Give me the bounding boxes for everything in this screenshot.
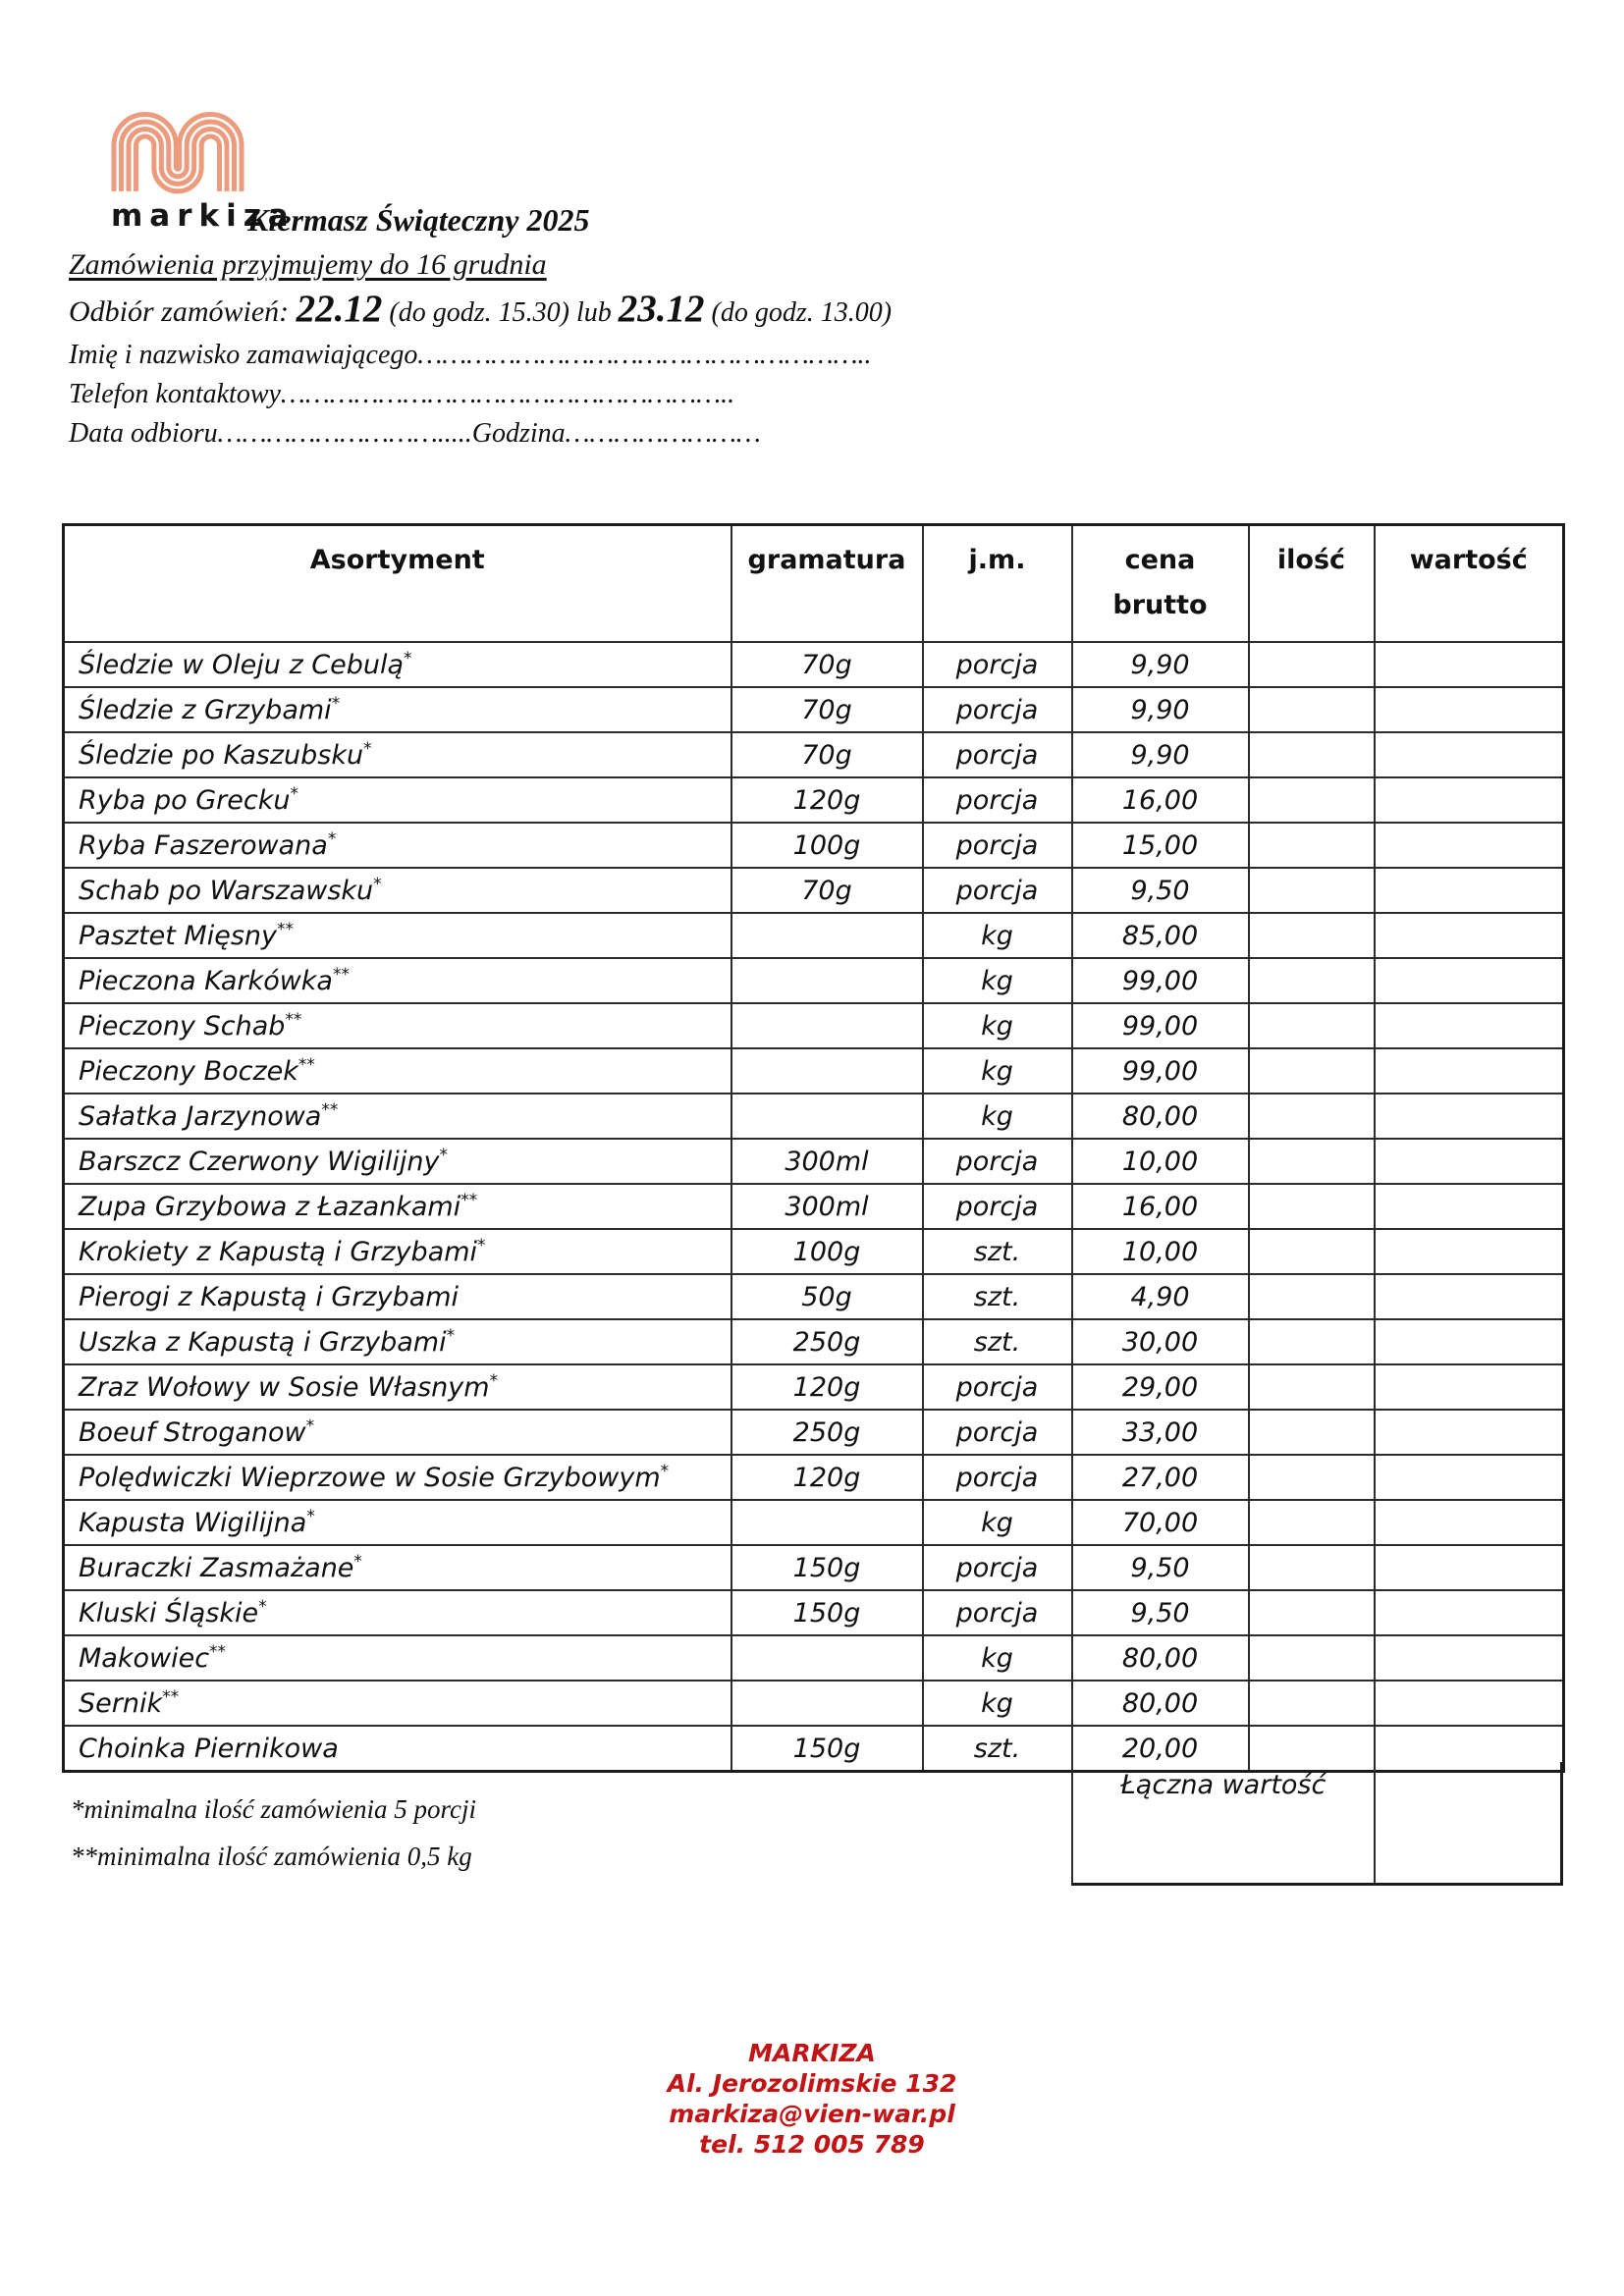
item-name-cell xyxy=(64,868,731,913)
item-quantity-cell xyxy=(1249,1048,1375,1094)
item-gramatura-cell: 250g xyxy=(731,1319,923,1364)
item-value-cell xyxy=(1375,1094,1564,1139)
item-price-cell: 33,00 xyxy=(1072,1410,1249,1455)
item-gramatura-cell xyxy=(731,1048,923,1094)
footnote-mark: ** xyxy=(285,1009,302,1030)
item-quantity-cell xyxy=(1249,732,1375,777)
item-price-cell: 9,90 xyxy=(1072,732,1249,777)
footnote-double-star: **minimalna ilość zamówienia 0,5 kg xyxy=(71,1842,472,1871)
footnote-mark: * xyxy=(258,1596,267,1617)
footnote-mark: ** xyxy=(277,919,294,939)
footnote-mark: * xyxy=(290,783,298,804)
item-unit-cell: kg xyxy=(923,1681,1072,1726)
item-name-cell xyxy=(64,687,731,732)
item-quantity-cell xyxy=(1249,1184,1375,1229)
item-price-cell: 16,00 xyxy=(1072,1184,1249,1229)
item-gramatura-cell xyxy=(731,1003,923,1048)
order-table xyxy=(62,523,1565,1773)
item-price-cell: 99,00 xyxy=(1072,1003,1249,1048)
item-name: Choinka Piernikowa xyxy=(79,1733,339,1764)
item-quantity-cell xyxy=(1249,913,1375,958)
item-unit-cell: porcja xyxy=(923,868,1072,913)
item-name-cell xyxy=(64,1229,731,1274)
order-table-body xyxy=(64,642,1564,1772)
table-row xyxy=(64,1410,1564,1455)
item-name-cell xyxy=(64,1545,731,1590)
item-gramatura-cell xyxy=(731,1094,923,1139)
item-gramatura-cell: 70g xyxy=(731,642,923,687)
item-name: Buraczki Zasmażane xyxy=(79,1552,354,1583)
markiza-m-logo-icon xyxy=(104,106,251,196)
item-value-cell xyxy=(1375,1410,1564,1455)
item-value-cell xyxy=(1375,1455,1564,1500)
item-unit-cell: kg xyxy=(923,958,1072,1003)
item-gramatura-cell: 300ml xyxy=(731,1139,923,1184)
item-unit-cell: kg xyxy=(923,1094,1072,1139)
item-name-cell xyxy=(64,913,731,958)
item-quantity-cell xyxy=(1249,1500,1375,1545)
item-name-cell xyxy=(64,823,731,868)
table-row xyxy=(64,1094,1564,1139)
item-price-cell: 80,00 xyxy=(1072,1094,1249,1139)
item-name: Pieczona Karkówka xyxy=(79,965,333,996)
footnote-mark: * xyxy=(331,693,341,714)
footer-company: MARKIZA xyxy=(748,2039,876,2067)
table-row xyxy=(64,1048,1564,1094)
item-name-cell xyxy=(64,1410,731,1455)
item-gramatura-cell: 150g xyxy=(731,1726,923,1772)
item-price-cell: 85,00 xyxy=(1072,913,1249,958)
item-price-cell: 30,00 xyxy=(1072,1319,1249,1364)
item-value-cell xyxy=(1375,1545,1564,1590)
item-value-cell xyxy=(1375,1364,1564,1410)
footnote-single-star: *minimalna ilość zamówienia 5 porcji xyxy=(71,1794,476,1824)
item-price-cell: 16,00 xyxy=(1072,777,1249,823)
item-gramatura-cell: 100g xyxy=(731,1229,923,1274)
item-unit-cell: porcja xyxy=(923,1410,1072,1455)
item-gramatura-cell: 50g xyxy=(731,1274,923,1319)
item-name-cell xyxy=(64,1319,731,1364)
item-quantity-cell xyxy=(1249,642,1375,687)
footnote-mark: * xyxy=(373,874,382,894)
item-quantity-cell xyxy=(1249,1681,1375,1726)
item-name: Pasztet Mięsny xyxy=(79,920,277,951)
item-gramatura-cell: 250g xyxy=(731,1410,923,1455)
footnote-mark: * xyxy=(404,648,412,668)
item-price-cell: 10,00 xyxy=(1072,1229,1249,1274)
contact-footer xyxy=(0,2038,1624,2160)
footnote-mark: ** xyxy=(209,1641,227,1662)
item-price-cell: 9,90 xyxy=(1072,642,1249,687)
table-row xyxy=(64,1681,1564,1726)
item-name-cell xyxy=(64,958,731,1003)
item-quantity-cell xyxy=(1249,1364,1375,1410)
order-table-header xyxy=(64,525,1564,643)
item-value-cell xyxy=(1375,777,1564,823)
item-value-cell xyxy=(1375,1184,1564,1229)
table-row xyxy=(64,1500,1564,1545)
item-value-cell xyxy=(1375,1500,1564,1545)
item-name-cell xyxy=(64,1274,731,1319)
item-gramatura-cell: 120g xyxy=(731,1364,923,1410)
item-name-cell xyxy=(64,642,731,687)
item-name-cell xyxy=(64,732,731,777)
table-row xyxy=(64,1364,1564,1410)
item-gramatura-cell: 120g xyxy=(731,777,923,823)
item-quantity-cell xyxy=(1249,958,1375,1003)
footnote-mark: * xyxy=(439,1145,448,1165)
item-name: Śledzie w Oleju z Cebulą xyxy=(79,649,405,680)
item-unit-cell: porcja xyxy=(923,732,1072,777)
item-quantity-cell xyxy=(1249,687,1375,732)
item-gramatura-cell: 120g xyxy=(731,1455,923,1500)
pickup-dates-line xyxy=(69,287,892,331)
item-name: Pierogi z Kapustą i Grzybami xyxy=(79,1281,460,1312)
footnote-mark: * xyxy=(353,1551,362,1572)
item-unit-cell: porcja xyxy=(923,1139,1072,1184)
item-value-cell xyxy=(1375,958,1564,1003)
footnote-mark: * xyxy=(363,738,372,759)
item-price-cell: 70,00 xyxy=(1072,1500,1249,1545)
header-wartosc: wartość xyxy=(1375,525,1564,643)
table-row xyxy=(64,868,1564,913)
item-unit-cell: porcja xyxy=(923,1364,1072,1410)
footer-email: markiza@vien-war.pl xyxy=(669,2100,955,2128)
item-price-cell: 20,00 xyxy=(1072,1726,1249,1772)
item-name-cell xyxy=(64,1048,731,1094)
header-cena-brutto xyxy=(1072,525,1249,643)
item-name: Ryba po Grecku xyxy=(79,784,291,816)
item-name: Polędwiczki Wieprzowe w Sosie Grzybowym xyxy=(79,1462,661,1493)
table-row xyxy=(64,913,1564,958)
item-quantity-cell xyxy=(1249,1635,1375,1681)
header-asortyment: Asortyment xyxy=(64,525,731,643)
item-price-cell: 80,00 xyxy=(1072,1635,1249,1681)
item-name-cell xyxy=(64,1726,731,1772)
item-gramatura-cell: 150g xyxy=(731,1545,923,1590)
header-cena-line2: brutto xyxy=(1112,589,1208,620)
item-unit-cell: szt. xyxy=(923,1726,1072,1772)
item-quantity-cell xyxy=(1249,1094,1375,1139)
item-name: Barszcz Czerwony Wigilijny xyxy=(79,1146,440,1177)
table-row xyxy=(64,1319,1564,1364)
item-quantity-cell xyxy=(1249,1545,1375,1590)
item-name: Boeuf Stroganow xyxy=(79,1416,306,1448)
item-unit-cell: szt. xyxy=(923,1229,1072,1274)
item-value-cell xyxy=(1375,732,1564,777)
item-gramatura-cell: 70g xyxy=(731,868,923,913)
item-unit-cell: porcja xyxy=(923,823,1072,868)
item-quantity-cell xyxy=(1249,1003,1375,1048)
pickup-time-1: (do godz. 15.30) lub xyxy=(382,297,619,328)
footnote-mark: ** xyxy=(332,964,350,985)
item-name: Kluski Śląskie xyxy=(79,1597,259,1629)
item-gramatura-cell xyxy=(731,1500,923,1545)
table-row xyxy=(64,1139,1564,1184)
table-row xyxy=(64,958,1564,1003)
table-row xyxy=(64,687,1564,732)
item-quantity-cell xyxy=(1249,1274,1375,1319)
item-name: Śledzie z Grzybami xyxy=(79,694,332,725)
footer-phone: tel. 512 005 789 xyxy=(699,2130,925,2159)
table-row xyxy=(64,823,1564,868)
item-name-cell xyxy=(64,1455,731,1500)
item-price-cell: 9,50 xyxy=(1072,868,1249,913)
item-name-cell xyxy=(64,1094,731,1139)
item-price-cell: 4,90 xyxy=(1072,1274,1249,1319)
item-name-cell xyxy=(64,777,731,823)
logo xyxy=(104,106,296,234)
footnote-mark: ** xyxy=(162,1686,180,1707)
pickup-date-1: 22.12 xyxy=(296,288,383,330)
grand-total-row xyxy=(1071,1762,1563,1886)
item-value-cell xyxy=(1375,1229,1564,1274)
item-price-cell: 9,50 xyxy=(1072,1590,1249,1635)
table-row xyxy=(64,642,1564,687)
item-name: Sałatka Jarzynowa xyxy=(79,1100,322,1132)
table-row xyxy=(64,1545,1564,1590)
footnote-mark: * xyxy=(660,1461,670,1481)
footnote-mark: ** xyxy=(321,1099,339,1120)
item-gramatura-cell: 150g xyxy=(731,1590,923,1635)
item-quantity-cell xyxy=(1249,1410,1375,1455)
item-unit-cell: kg xyxy=(923,1048,1072,1094)
item-unit-cell: porcja xyxy=(923,1545,1072,1590)
item-quantity-cell xyxy=(1249,1139,1375,1184)
item-price-cell: 80,00 xyxy=(1072,1681,1249,1726)
item-unit-cell: szt. xyxy=(923,1319,1072,1364)
item-name: Kapusta Wigilijna xyxy=(79,1507,307,1538)
footnote-mark: * xyxy=(489,1370,499,1391)
pickup-date-time-line: Data odbioru……………………….....Godzina…………………… xyxy=(69,418,761,449)
header-ilosc: ilość xyxy=(1249,525,1375,643)
item-quantity-cell xyxy=(1249,777,1375,823)
item-value-cell xyxy=(1375,687,1564,732)
item-gramatura-cell xyxy=(731,958,923,1003)
table-row xyxy=(64,1184,1564,1229)
item-value-cell xyxy=(1375,1139,1564,1184)
logo-wordmark: markiza xyxy=(111,198,296,234)
table-row xyxy=(64,732,1564,777)
item-unit-cell: kg xyxy=(923,1003,1072,1048)
item-name-cell xyxy=(64,1590,731,1635)
item-price-cell: 29,00 xyxy=(1072,1364,1249,1410)
item-value-cell xyxy=(1375,642,1564,687)
footnote-mark: * xyxy=(477,1235,486,1255)
header-cena-line1: cena xyxy=(1124,545,1196,575)
item-name-cell xyxy=(64,1681,731,1726)
item-unit-cell: porcja xyxy=(923,1184,1072,1229)
item-value-cell xyxy=(1375,1635,1564,1681)
item-quantity-cell xyxy=(1249,868,1375,913)
table-row xyxy=(64,777,1564,823)
table-row xyxy=(64,1455,1564,1500)
header-jm: j.m. xyxy=(923,525,1072,643)
item-price-cell: 15,00 xyxy=(1072,823,1249,868)
item-gramatura-cell: 300ml xyxy=(731,1184,923,1229)
footnote-mark: * xyxy=(446,1325,456,1346)
grand-total-value-cell xyxy=(1376,1762,1560,1883)
item-value-cell xyxy=(1375,1048,1564,1094)
item-name-cell xyxy=(64,1003,731,1048)
pickup-prefix: Odbiór zamówień: xyxy=(69,295,297,328)
item-quantity-cell xyxy=(1249,1319,1375,1364)
item-value-cell xyxy=(1375,1590,1564,1635)
table-row xyxy=(64,1590,1564,1635)
item-price-cell: 9,90 xyxy=(1072,687,1249,732)
header-gramatura: gramatura xyxy=(731,525,923,643)
item-name: Uszka z Kapustą i Grzybami xyxy=(79,1326,447,1358)
item-name: Ryba Faszerowana xyxy=(79,829,328,861)
table-row xyxy=(64,1635,1564,1681)
table-row xyxy=(64,1003,1564,1048)
item-unit-cell: kg xyxy=(923,1500,1072,1545)
item-name: Zupa Grzybowa z Łazankami xyxy=(79,1191,461,1222)
item-unit-cell: kg xyxy=(923,1635,1072,1681)
footnote-mark: ** xyxy=(460,1190,478,1210)
item-unit-cell: szt. xyxy=(923,1274,1072,1319)
item-name: Zraz Wołowy w Sosie Własnym xyxy=(79,1371,490,1403)
item-value-cell xyxy=(1375,1274,1564,1319)
pickup-date-2: 23.12 xyxy=(618,288,705,330)
order-deadline-text: Zamówienia przyjmujemy do 16 grudnia xyxy=(69,248,547,281)
item-price-cell: 27,00 xyxy=(1072,1455,1249,1500)
item-gramatura-cell: 100g xyxy=(731,823,923,868)
item-unit-cell: porcja xyxy=(923,1455,1072,1500)
item-unit-cell: porcja xyxy=(923,777,1072,823)
item-name-cell xyxy=(64,1364,731,1410)
item-value-cell xyxy=(1375,1319,1564,1364)
item-gramatura-cell: 70g xyxy=(731,732,923,777)
item-name: Krokiety z Kapustą i Grzybami xyxy=(79,1236,478,1267)
customer-name-line: Imię i nazwisko zamawiającego……………………………………………….. xyxy=(69,340,872,370)
item-value-cell xyxy=(1375,823,1564,868)
footnote-mark: * xyxy=(327,828,337,849)
item-unit-cell: kg xyxy=(923,913,1072,958)
item-quantity-cell xyxy=(1249,1229,1375,1274)
item-name: Pieczony Boczek xyxy=(79,1055,298,1087)
item-value-cell xyxy=(1375,1681,1564,1726)
item-name-cell xyxy=(64,1139,731,1184)
item-name: Sernik xyxy=(79,1687,163,1719)
item-price-cell: 99,00 xyxy=(1072,1048,1249,1094)
item-name: Makowiec xyxy=(79,1642,210,1674)
item-price-cell: 99,00 xyxy=(1072,958,1249,1003)
item-unit-cell: porcja xyxy=(923,1590,1072,1635)
grand-total-label: Łączna wartość xyxy=(1073,1762,1376,1883)
footnote-mark: * xyxy=(305,1415,315,1436)
pickup-time-2: (do godz. 13.00) xyxy=(704,297,893,328)
item-quantity-cell xyxy=(1249,823,1375,868)
footnote-mark: ** xyxy=(298,1054,315,1075)
item-unit-cell: porcja xyxy=(923,687,1072,732)
item-name-cell xyxy=(64,1184,731,1229)
table-row xyxy=(64,1274,1564,1319)
item-gramatura-cell xyxy=(731,1681,923,1726)
item-quantity-cell xyxy=(1249,1590,1375,1635)
item-name-cell xyxy=(64,1500,731,1545)
item-price-cell: 10,00 xyxy=(1072,1139,1249,1184)
item-gramatura-cell xyxy=(731,1635,923,1681)
item-gramatura-cell xyxy=(731,913,923,958)
item-value-cell xyxy=(1375,868,1564,913)
page-title: Kiermasz Świąteczny 2025 xyxy=(247,202,590,238)
item-quantity-cell xyxy=(1249,1455,1375,1500)
footnote-mark: * xyxy=(306,1506,315,1526)
table-row xyxy=(64,1229,1564,1274)
item-name: Pieczony Schab xyxy=(79,1010,286,1041)
footer-address: Al. Jerozolimskie 132 xyxy=(667,2069,957,2098)
contact-phone-line: Telefon kontaktowy……………………………………………….. xyxy=(69,379,735,409)
item-name-cell xyxy=(64,1635,731,1681)
item-unit-cell: porcja xyxy=(923,642,1072,687)
item-name: Schab po Warszawsku xyxy=(79,875,374,906)
item-name: Śledzie po Kaszubsku xyxy=(79,739,364,771)
item-value-cell xyxy=(1375,913,1564,958)
item-value-cell xyxy=(1375,1003,1564,1048)
item-gramatura-cell: 70g xyxy=(731,687,923,732)
item-price-cell: 9,50 xyxy=(1072,1545,1249,1590)
